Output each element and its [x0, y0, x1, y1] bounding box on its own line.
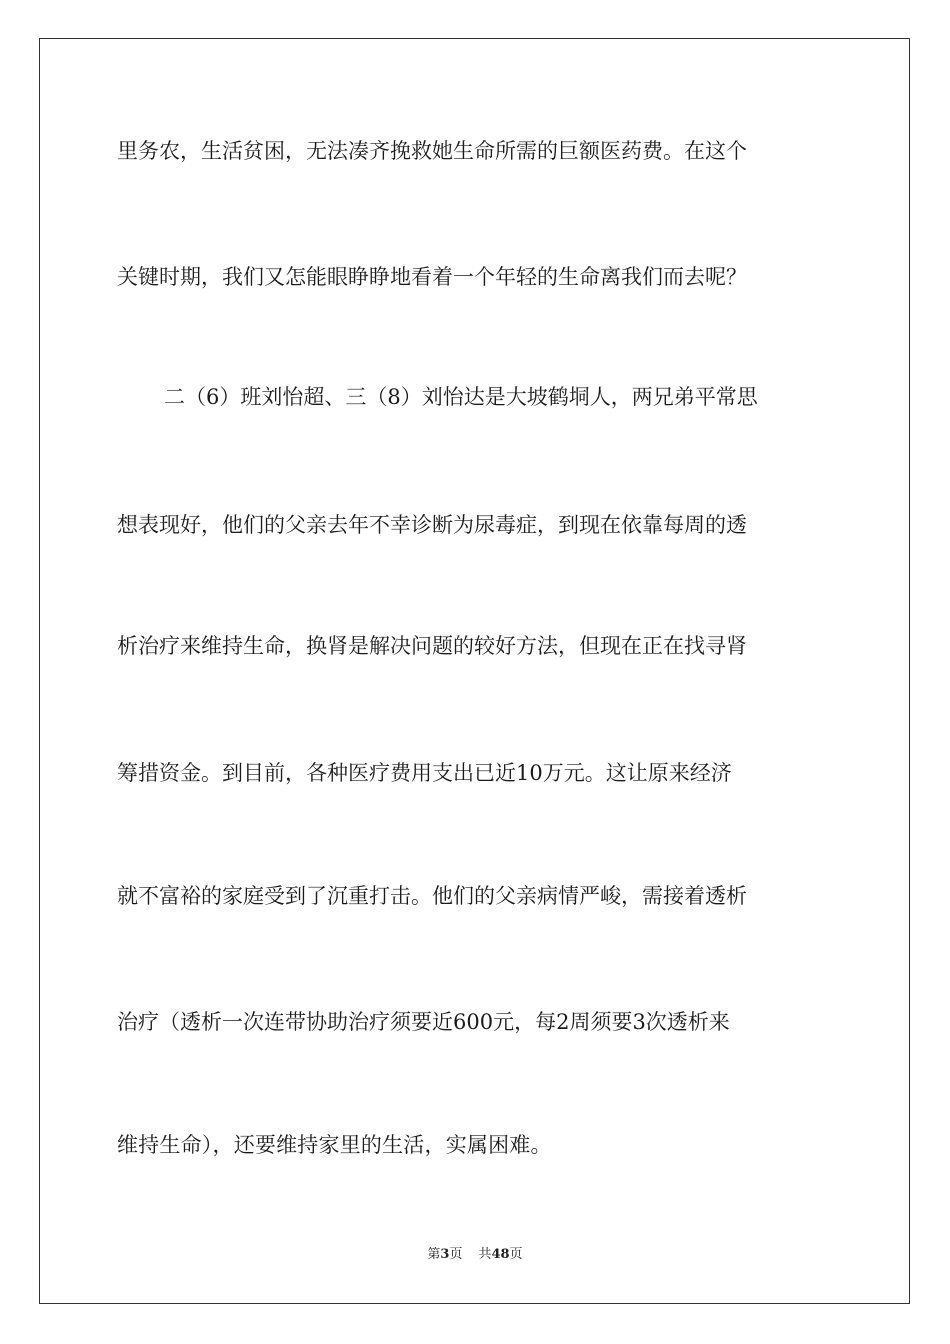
paragraph-start-line: 二（6）班刘怡超、三（8）刘怡达是大坡鹤垌人，两兄弟平常思 [164, 385, 758, 409]
body-text-line-7: 就不富裕的家庭受到了沉重打击。他们的父亲病情严峻，需接着透析 [117, 884, 747, 908]
total-prefix: 共 [478, 1247, 492, 1262]
body-text-line-9: 维持生命），还要维持家里的生活，实属困难。 [117, 1133, 552, 1157]
body-text-line-6: 筹措资金。到目前，各种医疗费用支出已近10万元。这让原来经济 [117, 761, 732, 785]
body-text-line-1: 里务农，生活贫困，无法凑齐挽救她生命所需的巨额医药费。在这个 [117, 139, 747, 163]
body-text-line-8: 治疗（透析一次连带协助治疗须要近600元，每2周须要3次透析来 [117, 1010, 730, 1034]
page-number: 3 [440, 1247, 450, 1262]
total-suffix: 页 [509, 1247, 523, 1262]
page-suffix: 页 [449, 1247, 463, 1262]
body-text-line-5: 析治疗来维持生命，换肾是解决问题的较好方法，但现在正在找寻肾 [117, 634, 747, 658]
page-border [39, 38, 910, 1304]
body-text-line-4: 想表现好，他们的父亲去年不幸诊断为尿毒症，到现在依靠每周的透 [117, 513, 747, 537]
page-footer [0, 1246, 950, 1264]
page-prefix: 第 [427, 1247, 441, 1262]
body-text-line-2: 关键时期，我们又怎能眼睁睁地看着一个年轻的生命离我们而去呢？ [117, 265, 747, 289]
total-pages: 48 [491, 1247, 510, 1262]
